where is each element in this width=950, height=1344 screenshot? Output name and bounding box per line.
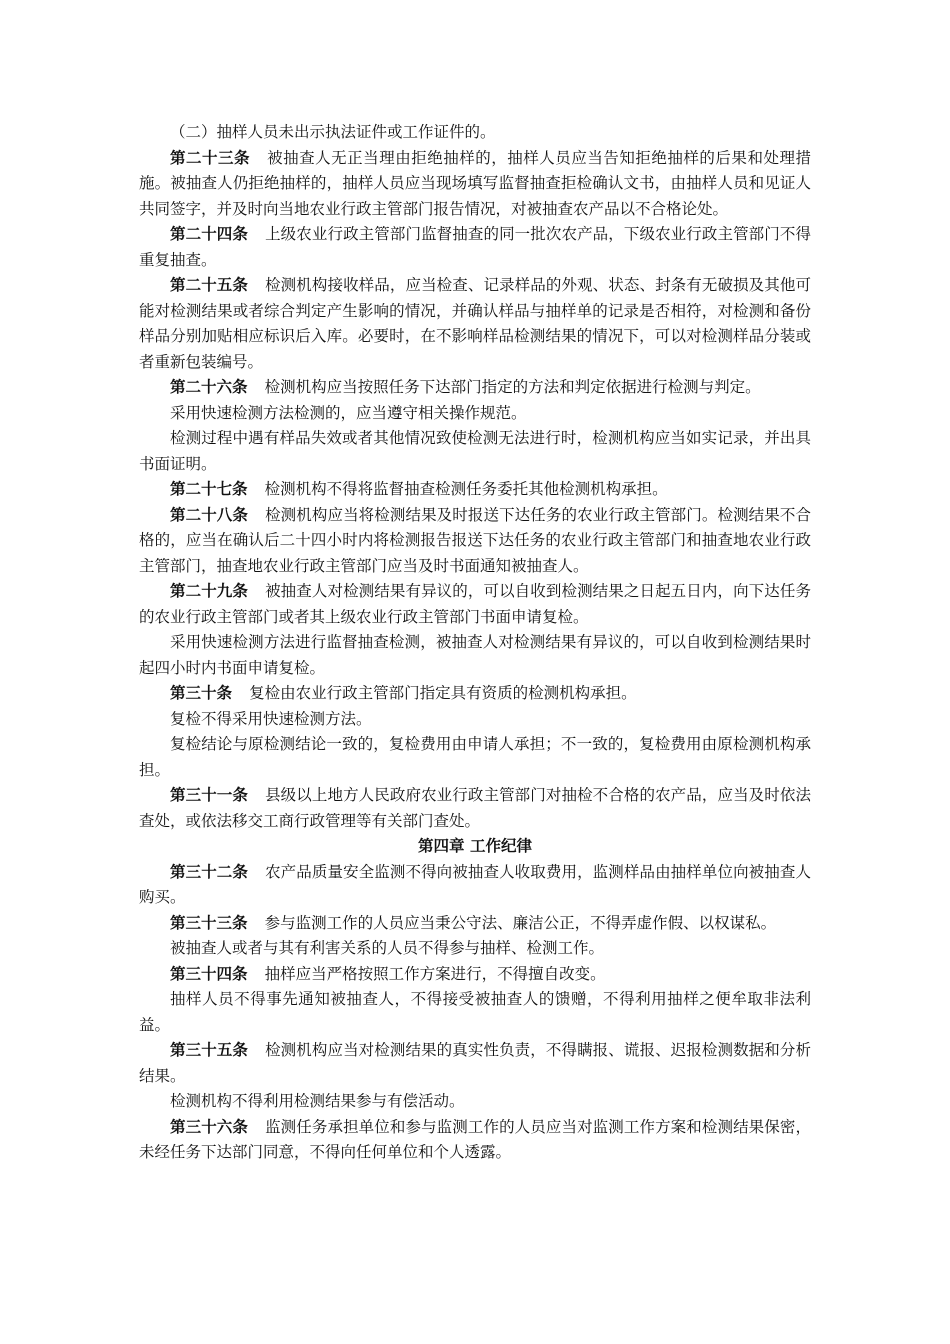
article-paragraph xyxy=(139,962,811,988)
article-paragraph xyxy=(139,1038,811,1089)
paragraph xyxy=(139,707,811,733)
paragraph xyxy=(139,936,811,962)
paragraph-text: （二）抽样人员未出示执法证件或工作证件的。 xyxy=(170,123,496,141)
paragraph-text: 复检由农业行政主管部门指定具有资质的检测机构承担。 xyxy=(249,684,637,702)
article-paragraph xyxy=(139,503,811,580)
paragraph-text: 抽样人员不得事先通知被抽查人，不得接受被抽查人的馈赠，不得利用抽样之便牟取非法利益。 xyxy=(139,990,811,1034)
paragraph-text: 复检不得采用快速检测方法。 xyxy=(170,709,372,728)
article-paragraph xyxy=(139,860,811,911)
paragraph-text: 被抽查人对检测结果有异议的，可以自收到检测结果之日起五日内，向下达任务的农业行政主管部门或者其上级农业行政主管部门书面申请复检。 xyxy=(139,582,811,626)
paragraph xyxy=(139,732,811,783)
paragraph-text: 检测机构应当对检测结果的真实性负责，不得瞒报、谎报、迟报检测数据和分析结果。 xyxy=(139,1041,811,1085)
paragraph-text: 复检结论与原检测结论一致的，复检费用由申请人承担；不一致的，复检费用由原检测机构承担。 xyxy=(139,735,811,779)
article-paragraph xyxy=(139,273,811,375)
article-paragraph xyxy=(139,681,811,707)
paragraph-text: 采用快速检测方法检测的，应当遵守相关操作规范。 xyxy=(170,403,527,422)
paragraph xyxy=(139,1089,811,1115)
paragraph-text: 被抽查人无正当理由拒绝抽样的，抽样人员应当告知拒绝抽样的后果和处理措施。被抽查人仍拒绝抽样的，抽样人员应当现场填写监督抽查拒检确认文书，由抽样人员和见证人共同签字，并及时向当地农业行政主管部门报告情况，对被抽查农产品以不合格论处。 xyxy=(139,148,811,218)
paragraph-text: 农产品质量安全监测不得向被抽查人收取费用，监测样品由抽样单位向被抽查人购买。 xyxy=(139,862,811,906)
paragraph-text: 检测机构不得将监督抽查检测任务委托其他检测机构承担。 xyxy=(264,480,668,498)
chapter-heading: 第四章 工作纪律 xyxy=(418,837,532,855)
article-number: 第二十三条 xyxy=(170,148,251,167)
paragraph-text: 监测任务承担单位和参与监测工作的人员应当对监测工作方案和检测结果保密，未经任务下达部门同意，不得向任何单位和个人透露。 xyxy=(139,1117,811,1161)
article-paragraph xyxy=(139,579,811,630)
article-number: 第三十三条 xyxy=(170,913,248,932)
article-number: 第二十四条 xyxy=(170,225,249,243)
article-number: 第三十条 xyxy=(170,684,233,702)
article-paragraph xyxy=(139,783,811,834)
paragraph-text: 检测机构应当将检测结果及时报送下达任务的农业行政主管部门。检测结果不合格的，应当在确认后二十四小时内将检测报告报送下达任务的农业行政主管部门和抽查地农业行政主管部门，抽查地农业行政主管部门应当及时书面通知被抽查人。 xyxy=(139,505,811,575)
paragraph-text: 检测机构不得利用检测结果参与有偿活动。 xyxy=(170,1092,465,1110)
paragraph xyxy=(139,120,811,146)
article-paragraph xyxy=(139,477,811,503)
article-number: 第二十九条 xyxy=(170,582,249,600)
paragraph-text: 采用快速检测方法进行监督抽查检测，被抽查人对检测结果有异议的，可以自收到检测结果时起四小时内书面申请复检。 xyxy=(139,633,811,677)
paragraph-text: 上级农业行政主管部门监督抽查的同一批次农产品，下级农业行政主管部门不得重复抽查。 xyxy=(139,225,811,269)
article-number: 第三十二条 xyxy=(170,862,249,881)
article-paragraph xyxy=(139,375,811,401)
article-number: 第三十五条 xyxy=(170,1041,249,1059)
article-number: 第三十一条 xyxy=(170,786,249,804)
document-body xyxy=(139,120,811,1166)
paragraph-text: 抽样应当严格按照工作方案进行，不得擅自改变。 xyxy=(264,964,606,983)
paragraph xyxy=(139,630,811,681)
article-number: 第三十四条 xyxy=(170,964,248,983)
article-paragraph xyxy=(139,911,811,937)
article-number: 第二十七条 xyxy=(170,480,248,498)
article-number: 第二十八条 xyxy=(170,505,249,524)
paragraph xyxy=(139,987,811,1038)
paragraph-text: 检测过程中遇有样品失效或者其他情况致使检测无法进行时，检测机构应当如实记录，并出具书面证明。 xyxy=(139,429,811,473)
article-paragraph xyxy=(139,146,811,223)
article-number: 第二十五条 xyxy=(170,276,249,294)
paragraph-text: 检测机构应当按照任务下达部门指定的方法和判定依据进行检测与判定。 xyxy=(264,378,761,396)
paragraph xyxy=(139,426,811,477)
article-number: 第二十六条 xyxy=(170,378,248,396)
paragraph-text: 检测机构接收样品，应当检查、记录样品的外观、状态、封条有无破损及其他可能对检测结果或者综合判定产生影响的情况，并确认样品与抽样单的记录是否相符，对检测和备份样品分别加贴相应标识后入库。必要时，在不影响样品检测结果的情况下，可以对检测样品分装或者重新包装编号。 xyxy=(139,276,811,371)
article-paragraph xyxy=(139,222,811,273)
paragraph-text: 被抽查人或者与其有利害关系的人员不得参与抽样、检测工作。 xyxy=(170,939,605,957)
paragraph-text: 参与监测工作的人员应当秉公守法、廉洁公正，不得弄虚作假、以权谋私。 xyxy=(264,913,777,932)
paragraph-text: 县级以上地方人民政府农业行政主管部门对抽检不合格的农产品，应当及时依法查处，或依法移交工商行政管理等有关部门查处。 xyxy=(139,786,811,830)
article-paragraph xyxy=(139,1115,811,1166)
article-number: 第三十六条 xyxy=(170,1117,249,1136)
paragraph xyxy=(139,401,811,427)
